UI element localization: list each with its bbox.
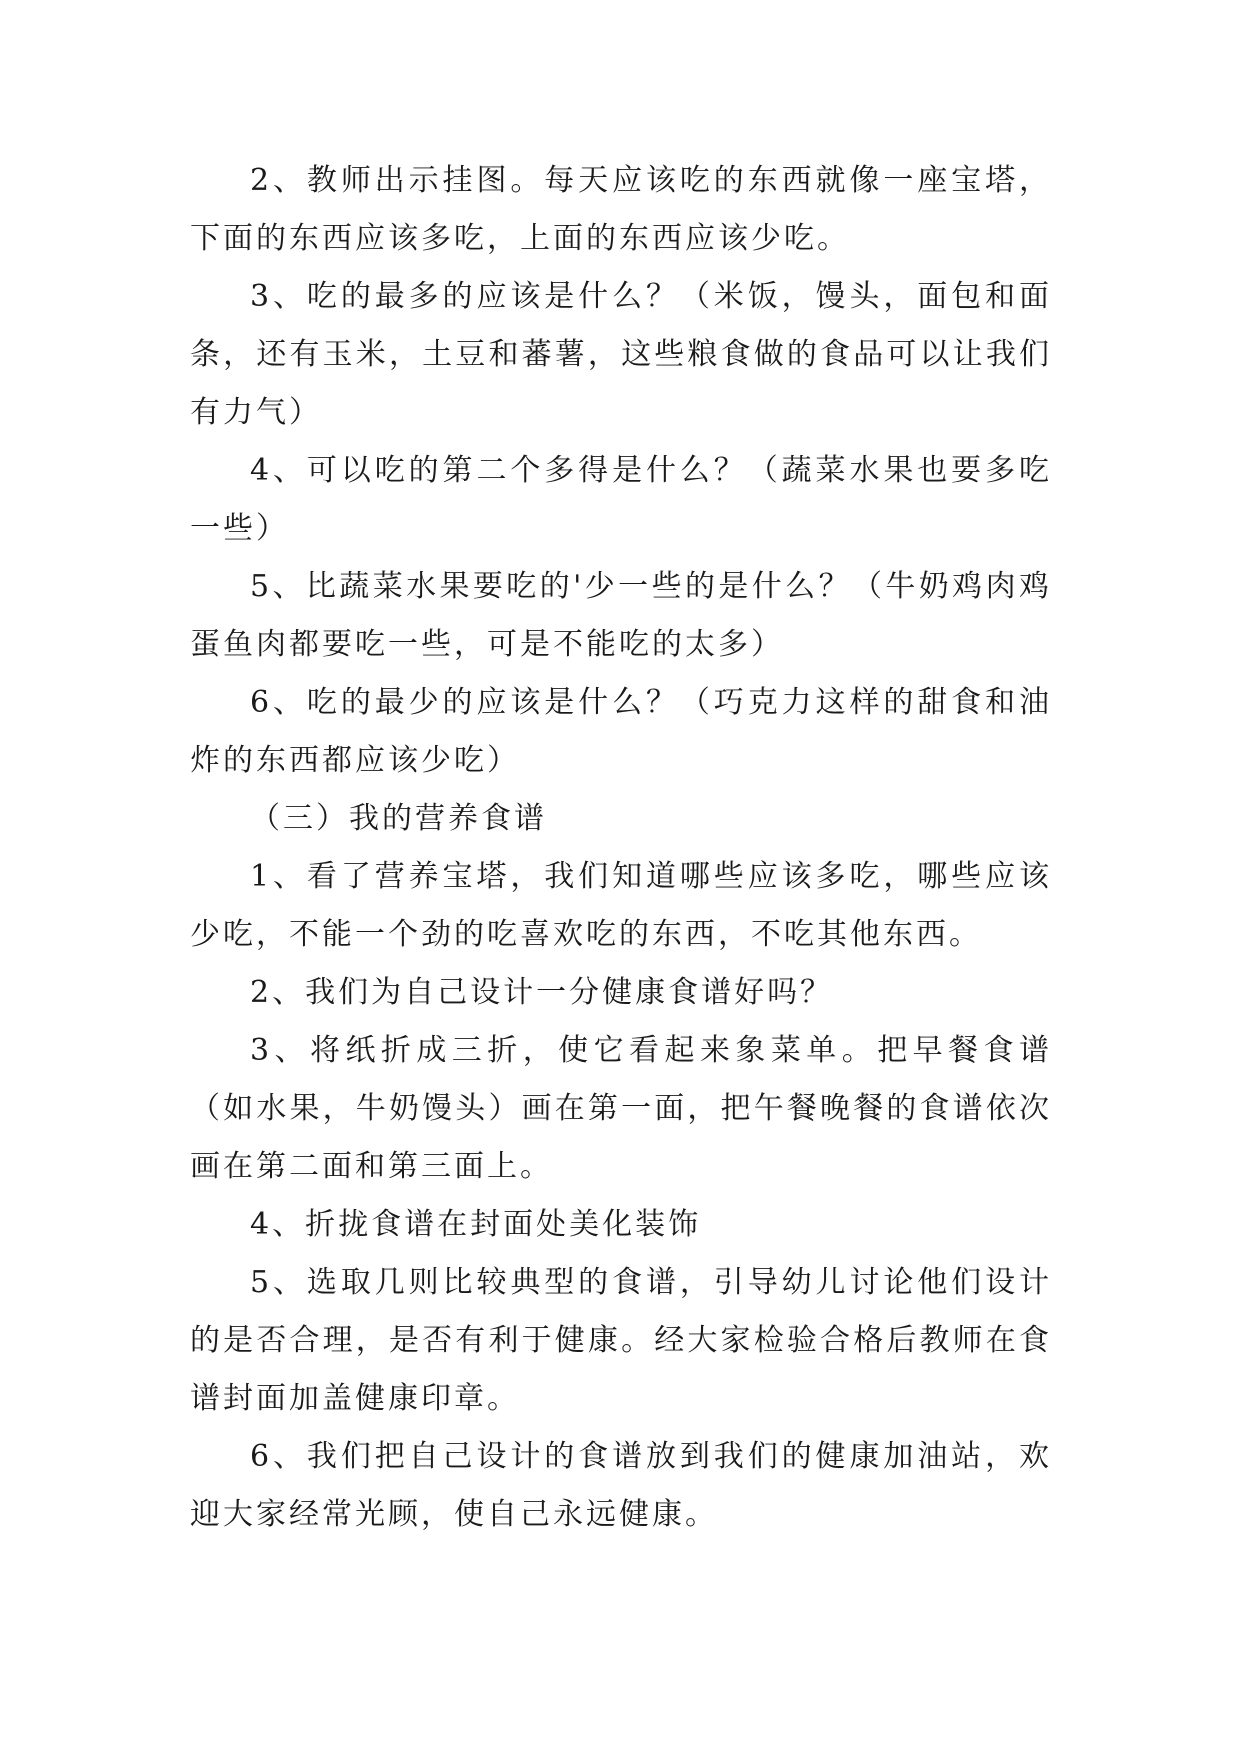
paragraph-step-4-second: 4、可以吃的第二个多得是什么？（蔬菜水果也要多吃一些） [190,453,1052,546]
document-body [190,152,1052,1544]
paragraph-step-3-most: 3、吃的最多的应该是什么？（米饭，馒头，面包和面条，还有玉米，土豆和蕃薯，这些粮食做的食品可以让我们有力气） [190,279,1052,430]
paragraph-step-2-poster: 2、教师出示挂图。每天应该吃的东西就像一座宝塔，下面的东西应该多吃，上面的东西应该少吃。 [190,163,1052,256]
paragraph-menu-step-5: 5、选取几则比较典型的食谱，引导幼儿讨论他们设计的是否合理，是否有利于健康。经大家检验合格后教师在食谱封面加盖健康印章。 [190,1265,1052,1416]
paragraph-step-6-least: 6、吃的最少的应该是什么？（巧克力这样的甜食和油炸的东西都应该少吃） [190,685,1052,778]
paragraph-menu-step-2: 2、我们为自己设计一分健康食谱好吗？ [250,975,834,1010]
paragraph-menu-step-4: 4、折拢食谱在封面处美化装饰 [250,1207,702,1242]
paragraph-menu-step-6: 6、我们把自己设计的食谱放到我们的健康加油站，欢迎大家经常光顾，使自己永远健康。 [190,1439,1052,1532]
section-heading: （三）我的营养食谱 [250,801,547,836]
paragraph-menu-step-1: 1、看了营养宝塔，我们知道哪些应该多吃，哪些应该少吃，不能一个劲的吃喜欢吃的东西，不吃其他东西。 [190,859,1052,952]
paragraph-menu-step-3: 3、将纸折成三折，使它看起来象菜单。把早餐食谱（如水果，牛奶馒头）画在第一面，把午餐晚餐的食谱依次画在第二面和第三面上。 [190,1033,1052,1184]
paragraph-step-5-less: 5、比蔬菜水果要吃的'少一些的是什么？（牛奶鸡肉鸡蛋鱼肉都要吃一些，可是不能吃的太多） [190,569,1052,662]
